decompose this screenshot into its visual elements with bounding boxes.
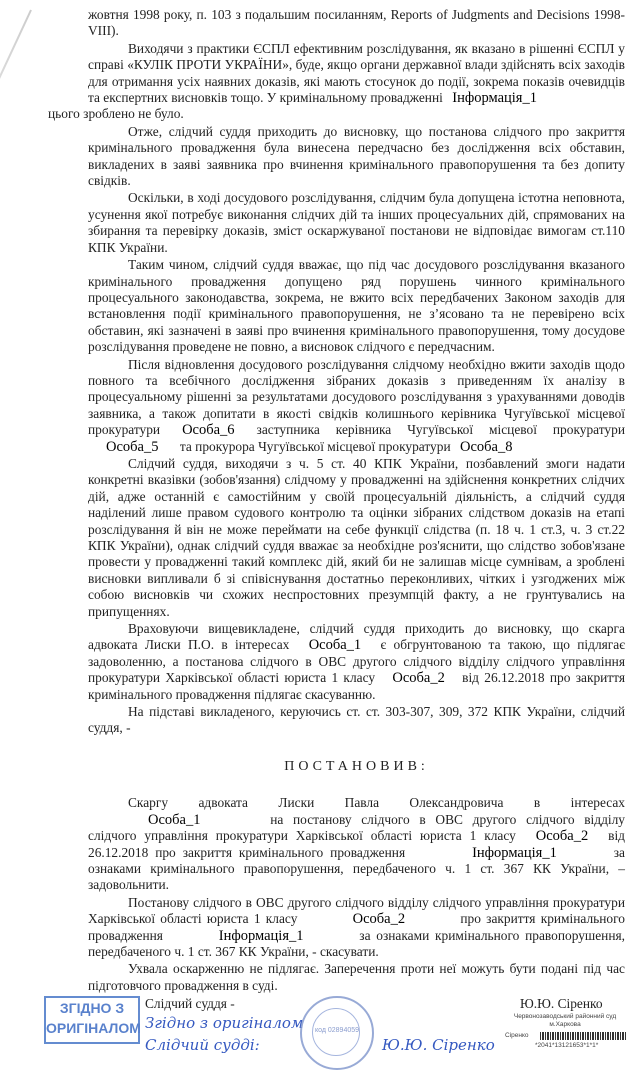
page-fold-mark — [0, 10, 32, 174]
paragraph: Враховуючи вищевикладене, слідчий суддя приходить до висновку, що скарга адвоката Лиски П.О. в інтересах Особа_1 є обгрунтованою та такою, що підлягає задоволенню, а постанова слідчого в ОВС другого слідчого відділу слідчого управління прокуратури Харківської області юриста 1 класу Особа_2 від 26.12.2018 про закриття кримінального провадження підлягає скасуванню. — [88, 621, 625, 702]
seal-text: код 02894059 — [314, 1027, 360, 1035]
redacted-placeholder: Особа_8 — [459, 438, 513, 455]
redacted-placeholder: Особа_5 — [106, 438, 159, 455]
handwritten-note: Згідно з оригіналом — [145, 1014, 304, 1033]
redacted-placeholder: Особа_2 — [392, 670, 445, 687]
paragraph: жовтня 1998 року, п. 103 з подальшим посиланням, Reports of Judgments and Decisions 1998-VIII). — [88, 7, 625, 39]
paragraph: Оскільки, в ході досудового розслідування, слідчим була допущена істотна неповнота, усунення якої потребує виконання слідчих дій та інших процесуальних дій, спрямованих на збирання та перевірку доказів, зміст оскаржуваної постанови не відповідає вимогам ст.110 КПК України. — [88, 190, 625, 255]
court-seal — [300, 996, 374, 1070]
clerk-name: Сіренко — [505, 1032, 529, 1040]
document-body — [48, 0, 625, 994]
redacted-placeholder: Інформація_1 — [472, 844, 557, 861]
barcode-number: *2041*13121653*1*1* — [535, 1042, 599, 1050]
paragraph: Таким чином, слідчий суддя вважає, що під час досудового розслідування вказаного кримінального провадження допущено ряд порушень чинного кримінального процесуального законодавства, зокрема, не вжито всіх передбачених Законом заходів для встановлення події кримінального правопорушення, не з’ясовано та не перевірено всіх обставин, які зазначені в заяві про вчинення кримінального правопорушення, тому досудове розслідування проведене не повно, а висновок слідчого є передчасним. — [88, 257, 625, 355]
redacted-placeholder: Особа_1 — [148, 811, 201, 828]
paragraph: Ухвала оскарженню не підлягає. Заперечення проти неї можуть бути подані під час підготовчого провадження в суді. — [88, 961, 625, 993]
paragraph: Слідчий суддя, виходячи з ч. 5 ст. 40 КПК України, позбавлений змоги надати конкретні вказівки (зобов'язання) слідчому у провадженні на здійснення конкретних слідчих дій, адже останній є самостійним у своїй процесуальній діяльність, а слідчий суддя наділений лише правом судового контролю та оцінки зібраних слідством доказів на етапі розслідування й він не може переймати на себе функції слідства (п. 18 ч. 1 ст.3, ч. 3 ст.22 КПК України), однак слідчий суддя вважає за необхідне роз'яснити, що слідство зобов'язане провести у провадженні такий комплекс дій, який би не залишав місце сумнівам, а зроблені висновки випливали б зі співіснування достатньо переконливих, чітких і узгоджених між собою висновків чи схожих неспростовних презумпцій факту, а не грунтувались на припущеннях. — [88, 455, 625, 619]
court-name-stamp: Червонозаводський районний суд м.Харкова — [513, 1013, 617, 1029]
certified-copy-stamp: ЗГІДНО З ОРИГІНАЛОМ — [44, 996, 140, 1044]
paragraph: Після відновлення досудового розслідування слідчому необхідно вжити заходів щодо повного та всебічного дослідження зібраних доказів з приведенням їх аналізу в процесуальному рішенні за результатами досудового розслідування з урахуваннями доводів заявника, а також допитати в якості свідків колишнього керівника Чугуївської місцевої прокуратури Особа_6 заступника керівника Чугуївської місцевої прокуратури Особа_5 та прокурора Чугуївської місцевої прокуратури Особа_8 — [88, 356, 625, 455]
paragraph: Виходячи з практики ЄСПЛ ефективним розслідування, як вказано в рішенні ЄСПЛ у справі «КУЛІК ПРОТИ УКРАЇНИ», буде, якщо органи державної влади здійснять всіх заходів для отримання усіх наявних доказів, які мають стосунок до події, зокрема показів очевидців та експертних висновків тощо. У кримінальному провадженні Інформація_1 цього зроблено не було. — [48, 40, 625, 122]
paragraph: На підставі викладеного, керуючись ст. ст. 303-307, 309, 372 КПК України, слідчий суддя, - — [88, 704, 625, 736]
paragraph: Постанову слідчого в ОВС другого слідчого відділу слідчого управління прокуратури Харківської області юриста 1 класу Особа_2 про закриття кримінального провадження Інформація_1 за ознаками кримінального правопорушення, передбаченого ч. 1 ст. 367 КК України, - скасувати. — [88, 894, 625, 959]
redacted-placeholder: Інформація_1 — [452, 90, 537, 107]
redacted-placeholder: Особа_1 — [308, 637, 362, 654]
signature-block — [0, 996, 640, 1068]
redacted-placeholder: Особа_2 — [352, 911, 406, 928]
judge-name: Ю.Ю. Сіренко — [520, 996, 603, 1012]
handwritten-note: Слідчий судді: — [145, 1036, 260, 1055]
paragraph: Отже, слідчий суддя приходить до висновку, що постанова слідчого про закриття кримінального провадження була винесена передчасно без дослідження всіх обставин, викладених в заяві заявника про вчинення кримінального правопорушення та без допиту свідків. — [88, 123, 625, 189]
judge-signature-line: Слідчий суддя - — [145, 996, 235, 1012]
barcode — [540, 1032, 626, 1040]
redacted-placeholder: Інформація_1 — [218, 927, 304, 944]
resolution-title: ПОСТАНОВИВ: — [284, 758, 429, 774]
handwritten-signature: Ю.Ю. Сіренко — [382, 1036, 495, 1055]
redacted-placeholder: Особа_2 — [535, 828, 589, 845]
redacted-placeholder: Особа_6 — [182, 422, 235, 439]
paragraph: Скаргу адвоката Лиски Павла Олександровича в інтересах Особа_1 на постанову слідчого в ОВС другого слідчого відділу слідчого управління прокуратури Харківської області юриста 1 класу Особа_2 від 26.12.2018 про закриття кримінального провадження Інформація_1 за ознаками кримінального правопорушення, передбаченого ч. 1 ст. 367 КК України, – задовольнити. — [88, 795, 625, 893]
